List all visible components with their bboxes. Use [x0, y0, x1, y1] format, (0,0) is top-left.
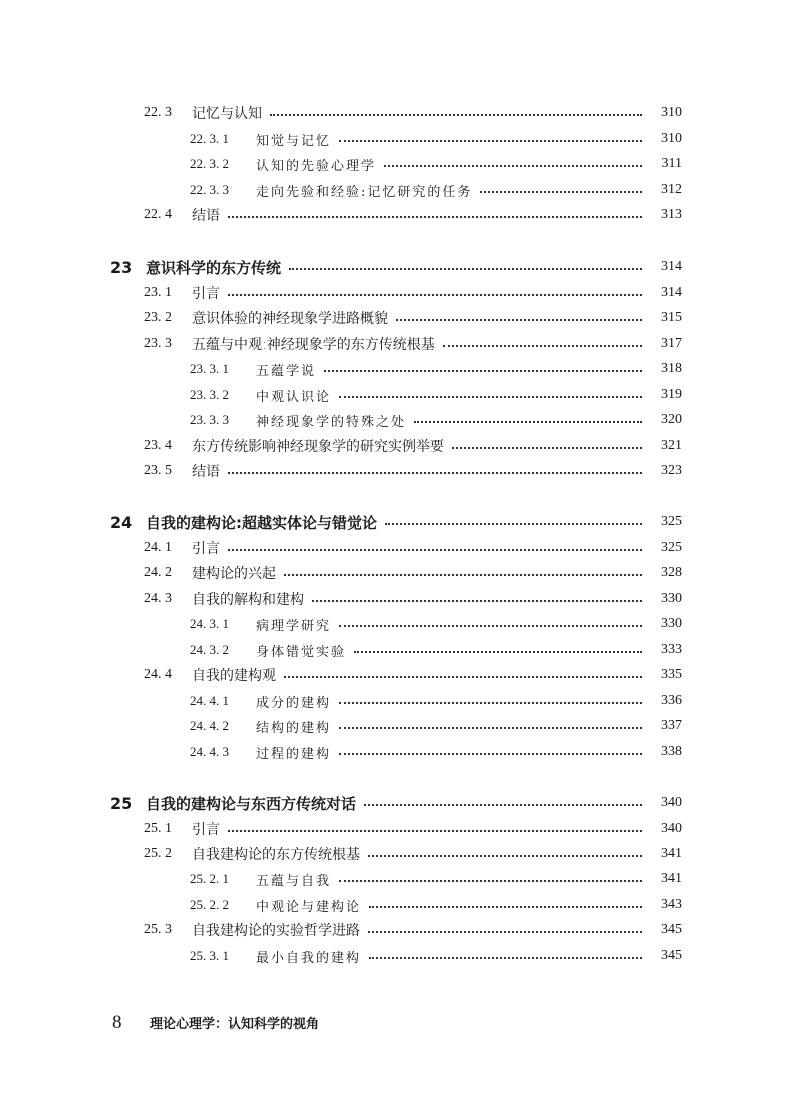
toc-entry-page: 317 [661, 336, 682, 351]
toc-entry-page: 318 [661, 361, 682, 376]
toc-subsection-entry [190, 357, 682, 381]
toc-entry-title: 中观认识论 [256, 389, 332, 405]
toc-entry-number: 24. 4. 1 [190, 693, 229, 708]
toc-entry-number: 25. 2 [144, 846, 172, 861]
toc-subsection-entry [190, 152, 682, 176]
toc-entry-number: 24 [110, 512, 133, 532]
dot-leader [414, 421, 642, 423]
toc-entry-title: 引言 [192, 822, 220, 838]
toc-entry-title: 结语 [192, 464, 220, 480]
toc-entry-page: 330 [661, 591, 682, 606]
toc-section-entry [144, 203, 682, 227]
dot-leader [228, 549, 642, 551]
toc-entry-page: 315 [661, 310, 682, 325]
dot-leader [228, 830, 642, 832]
toc-entry-title: 自我建构论的东方传统根基 [192, 847, 360, 863]
toc-entry-title: 意识体验的神经现象学进路概貌 [192, 311, 388, 327]
toc-entry-title: 中观论与建构论 [256, 899, 362, 915]
toc-entry-number: 23. 1 [144, 285, 172, 300]
toc-entry-number: 24. 4 [144, 667, 172, 682]
toc-entry-page: 310 [661, 131, 682, 146]
toc-entry-title: 自我的建构观 [192, 668, 276, 684]
dot-leader [385, 523, 642, 525]
toc-section-entry [144, 842, 682, 866]
toc-entry-number: 24. 4. 3 [190, 744, 229, 759]
dot-leader [368, 931, 642, 933]
toc-entry-number: 24. 3 [144, 591, 172, 606]
toc-entry-number: 25 [110, 793, 133, 813]
dot-leader [443, 345, 642, 347]
toc-entry-title: 病理学研究 [256, 618, 332, 634]
dot-leader [324, 370, 642, 372]
toc-entry-number: 23. 3 [144, 336, 172, 351]
toc-entry-title: 走向先验和经验:记忆研究的任务 [256, 184, 473, 200]
dot-leader [312, 600, 642, 602]
dot-leader [368, 855, 642, 857]
toc-entry-number: 25. 3. 1 [190, 948, 229, 963]
toc-subsection-entry [190, 944, 682, 968]
toc-subsection-entry [190, 714, 682, 738]
toc-entry-number: 23. 5 [144, 463, 172, 478]
toc-entry-title: 结语 [192, 208, 220, 224]
toc-entry-number: 25. 1 [144, 821, 172, 836]
toc-section-entry [144, 332, 682, 356]
toc-entry-number: 22. 3. 2 [190, 156, 229, 171]
toc-entry-number: 24. 3. 2 [190, 642, 229, 657]
dot-leader [228, 294, 642, 296]
toc-entry-number: 24. 3. 1 [190, 616, 229, 631]
toc-entry-page: 343 [661, 897, 682, 912]
dot-leader [369, 906, 642, 908]
dot-leader [228, 472, 642, 474]
toc-entry-title: 知觉与记忆 [256, 133, 332, 149]
toc-subsection-entry [190, 740, 682, 764]
running-title: 理论心理学：认知科学的视角 [150, 1017, 320, 1032]
dot-leader [339, 396, 642, 398]
toc-chapter-entry [110, 255, 682, 279]
dot-leader [284, 574, 642, 576]
toc-entry-page: 345 [661, 922, 682, 937]
toc-entry-title: 五蕴与中观:神经现象学的东方传统根基 [192, 337, 435, 353]
toc-section-entry [144, 536, 682, 560]
toc-entry-page: 325 [661, 540, 682, 555]
toc-entry-number: 23. 4 [144, 438, 172, 453]
toc-entry-number: 24. 4. 2 [190, 718, 229, 733]
dot-leader [270, 114, 642, 116]
toc-entry-page: 340 [661, 821, 682, 836]
toc-entry-page: 345 [661, 948, 682, 963]
toc-entry-number: 22. 3. 3 [190, 182, 229, 197]
dot-leader [480, 191, 642, 193]
toc-entry-page: 337 [661, 718, 682, 733]
toc-entry-page: 314 [661, 285, 682, 300]
toc-section-entry [144, 663, 682, 687]
toc-entry-title: 身体错觉实验 [256, 644, 347, 660]
toc-entry-page: 338 [661, 744, 682, 759]
toc-subsection-entry [190, 383, 682, 407]
toc-entry-page: 341 [661, 871, 682, 886]
toc-entry-number: 25. 3 [144, 922, 172, 937]
toc-entry-title: 最小自我的建构 [256, 950, 362, 966]
toc-entry-title: 意识科学的东方传统 [146, 258, 282, 277]
toc-entry-title: 自我的建构论与东西方传统对话 [146, 794, 357, 813]
toc-entry-title: 成分的建构 [256, 695, 332, 711]
toc-section-entry [144, 434, 682, 458]
toc-entry-title: 结构的建构 [256, 720, 332, 736]
toc-entry-page: 311 [661, 156, 682, 171]
toc-entry-title: 自我建构论的实验哲学进路 [192, 923, 360, 939]
toc-subsection-entry [190, 867, 682, 891]
toc-entry-title: 过程的建构 [256, 746, 332, 762]
toc-section-entry [144, 587, 682, 611]
toc-subsection-entry [190, 178, 682, 202]
toc-subsection-entry [190, 612, 682, 636]
toc-entry-title: 东方传统影响神经现象学的研究实例举要 [192, 439, 444, 455]
toc-entry-page: 323 [661, 463, 682, 478]
dot-leader [384, 165, 642, 167]
toc-entry-title: 自我的建构论:超越实体论与错觉论 [146, 513, 378, 532]
toc-section-entry [144, 281, 682, 305]
toc-entry-title: 建构论的兴起 [192, 566, 276, 582]
toc-subsection-entry [190, 689, 682, 713]
toc-entry-page: 320 [661, 412, 682, 427]
toc-subsection-entry [190, 408, 682, 432]
toc-entry-page: 341 [661, 846, 682, 861]
toc-entry-page: 335 [661, 667, 682, 682]
dot-leader [289, 268, 642, 270]
toc-section-entry [144, 817, 682, 841]
toc-entry-title: 神经现象学的特殊之处 [256, 414, 407, 430]
toc-entry-number: 23 [110, 257, 133, 277]
dot-leader [228, 216, 642, 218]
dot-leader [339, 625, 642, 627]
toc-entry-page: 333 [661, 642, 682, 657]
dot-leader [364, 804, 642, 806]
toc-entry-number: 24. 1 [144, 540, 172, 555]
toc-subsection-entry [190, 127, 682, 151]
toc-entry-title: 五蕴与自我 [256, 873, 332, 889]
toc-entry-title: 自我的解构和建构 [192, 592, 304, 608]
dot-leader [339, 753, 642, 755]
toc-entry-title: 记忆与认知 [192, 106, 262, 122]
dot-leader [284, 676, 642, 678]
toc-subsection-entry [190, 893, 682, 917]
toc-entry-page: 328 [661, 565, 682, 580]
toc-section-entry [144, 918, 682, 942]
dot-leader [369, 957, 642, 959]
toc-section-entry [144, 561, 682, 585]
dot-leader [339, 140, 642, 142]
toc-section-entry [144, 459, 682, 483]
dot-leader [339, 727, 642, 729]
toc-entry-page: 319 [661, 387, 682, 402]
toc-entry-number: 23. 2 [144, 310, 172, 325]
toc-subsection-entry [190, 638, 682, 662]
toc-entry-page: 314 [661, 259, 682, 274]
toc-entry-page: 330 [661, 616, 682, 631]
dot-leader [354, 651, 642, 653]
toc-entry-title: 认知的先验心理学 [256, 158, 377, 174]
dot-leader [339, 702, 642, 704]
page-number: 8 [112, 1012, 122, 1033]
toc-section-entry [144, 101, 682, 125]
toc-entry-number: 23. 3. 1 [190, 361, 229, 376]
toc-section-entry [144, 306, 682, 330]
toc-entry-title: 五蕴学说 [256, 363, 317, 379]
toc-entry-page: 325 [661, 514, 682, 529]
toc-entry-number: 23. 3. 3 [190, 412, 229, 427]
toc-entry-page: 336 [661, 693, 682, 708]
toc-entry-page: 310 [661, 105, 682, 120]
toc-entry-number: 25. 2. 2 [190, 897, 229, 912]
toc-entry-number: 22. 4 [144, 207, 172, 222]
dot-leader [396, 319, 642, 321]
dot-leader [339, 880, 642, 882]
toc-entry-number: 23. 3. 2 [190, 387, 229, 402]
toc-entry-page: 321 [661, 438, 682, 453]
toc-entry-page: 312 [661, 182, 682, 197]
toc-entry-title: 引言 [192, 541, 220, 557]
toc-entry-number: 25. 2. 1 [190, 871, 229, 886]
dot-leader [452, 447, 642, 449]
toc-entry-page: 313 [661, 207, 682, 222]
page-footer [112, 1012, 319, 1034]
toc-chapter-entry [110, 791, 682, 815]
toc-entry-number: 22. 3 [144, 105, 172, 120]
toc-entry-page: 340 [661, 795, 682, 810]
toc-entry-number: 22. 3. 1 [190, 131, 229, 146]
toc-entry-number: 24. 2 [144, 565, 172, 580]
toc-chapter-entry [110, 510, 682, 534]
toc-entry-title: 引言 [192, 286, 220, 302]
